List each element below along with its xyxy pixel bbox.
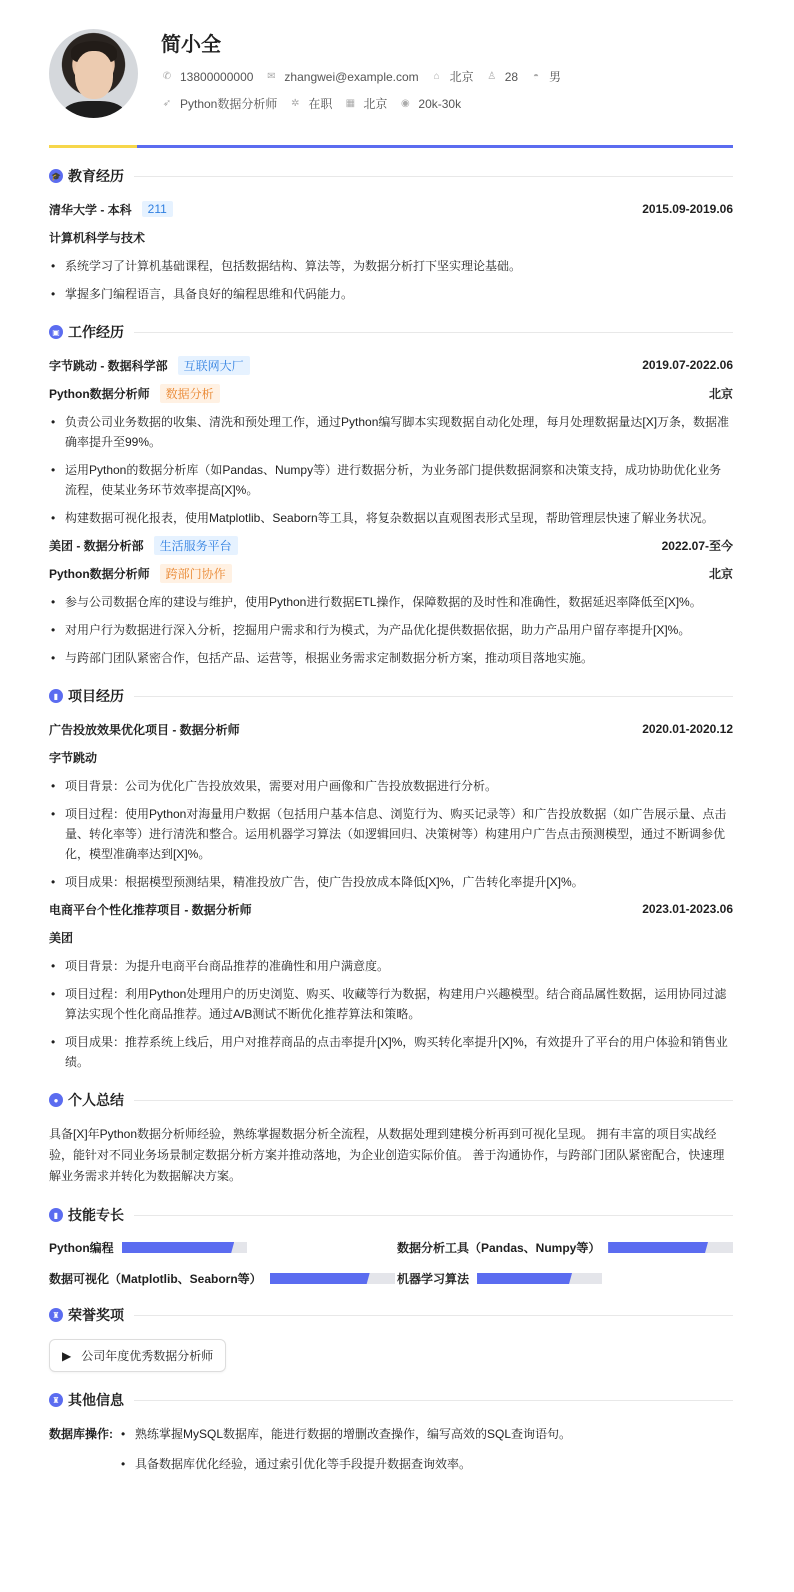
company-tag: 互联网大厂 <box>178 356 250 375</box>
phone-icon: ✆ <box>162 71 172 82</box>
list-item: • 项目过程：利用Python处理用户的历史浏览、购买、收藏等行为数据，构建用户兴趣模型。结合商品属性数据，运用协同过滤算法实现个性化商品推荐。通过A/B测试不断优化推荐算法和策略。 <box>49 984 733 1024</box>
major: 计算机科学与技术 <box>49 230 146 245</box>
section-summary <box>49 1090 733 1110</box>
company: 美团 - 数据分析部 <box>49 538 144 553</box>
target-city: 北京 <box>363 97 388 111</box>
work-company-row <box>49 536 733 554</box>
chart-icon: ▮ <box>49 1208 63 1222</box>
project-company: 美团 <box>49 930 74 945</box>
work-date: 2019.07-2022.06 <box>642 358 733 372</box>
gender-icon: ◓ <box>533 71 540 82</box>
award-label: 公司年度优秀数据分析师 <box>81 1349 214 1363</box>
candidate-name: 简小全 <box>161 34 221 56</box>
skill-item <box>49 1270 397 1287</box>
section-projects <box>49 686 733 706</box>
contact-row <box>161 68 561 85</box>
skill-bar <box>477 1273 602 1284</box>
section-title: 工作经历 <box>68 324 124 340</box>
resume-header <box>49 0 733 145</box>
section-title: 教育经历 <box>68 168 124 184</box>
work-company-row <box>49 356 733 374</box>
company: 字节跳动 - 数据科学部 <box>49 358 168 373</box>
role: Python数据分析师 <box>49 566 150 581</box>
skill-item <box>397 1270 733 1287</box>
project-bullets <box>49 776 733 892</box>
education-bullets <box>49 256 733 304</box>
list-item: • 项目成果：根据模型预测结果，精准投放广告，使广告投放成本降低[X]%，广告转化率提升[X]%。 <box>49 872 733 892</box>
phone: 13800000000 <box>180 69 254 84</box>
avatar <box>49 29 138 118</box>
skill-bar <box>122 1242 247 1253</box>
project-company-row <box>49 748 733 766</box>
section-skills <box>49 1205 733 1225</box>
list-item: • 参与公司数据仓库的建设与维护，使用Python进行数据ETL操作，保障数据的及时性和准确性，数据延迟率降低至[X]%。 <box>49 592 733 612</box>
skill-name: 机器学习算法 <box>397 1272 470 1286</box>
job-row <box>161 95 461 112</box>
role: Python数据分析师 <box>49 386 150 401</box>
list-item: • 具备数据库优化经验，通过索引优化等手段提升数据查询效率。 <box>119 1454 571 1474</box>
project-date: 2023.01-2023.06 <box>642 902 733 916</box>
salary-icon: ◉ <box>401 98 410 109</box>
role-tag: 跨部门协作 <box>160 564 232 583</box>
skill-name: Python编程 <box>49 1241 114 1255</box>
project-list <box>49 720 733 1072</box>
chart-icon: ▮ <box>49 689 63 703</box>
skills-grid <box>49 1239 733 1287</box>
project-name: 电商平台个性化推荐项目 - 数据分析师 <box>49 902 252 917</box>
skill-bar-fill <box>270 1273 370 1284</box>
skill-bar-fill <box>477 1273 572 1284</box>
major-row <box>49 228 733 246</box>
work-role-row <box>49 564 733 582</box>
home-icon: ⌂ <box>433 71 440 82</box>
job-status: 在职 <box>308 97 333 111</box>
gender: 男 <box>549 70 562 84</box>
section-work <box>49 322 733 342</box>
list-item: • 与跨部门团队紧密合作，包括产品、运营等，根据业务需求定制数据分析方案，推动项目落地实施。 <box>49 648 733 668</box>
section-title: 技能专长 <box>68 1207 124 1223</box>
work-city: 北京 <box>708 386 733 401</box>
list-item: • 系统学习了计算机基础课程，包括数据结构、算法等，为数据分析打下坚实理论基础。 <box>49 256 733 276</box>
skill-name: 数据分析工具（Pandas、Numpy等） <box>397 1241 601 1255</box>
skill-item <box>49 1239 397 1256</box>
section-education <box>49 166 733 186</box>
send-icon: ➶ <box>162 98 172 109</box>
list-item: • 项目成果：推荐系统上线后，用户对推荐商品的点击率提升[X]%，购买转化率提升[X]%，有效提升了平台的用户体验和销售业绩。 <box>49 1032 733 1072</box>
list-item: • 构建数据可视化报表，使用Matplotlib、Seaborn等工具，将复杂数据以直观图表形式呈现，帮助管理层快速了解业务状况。 <box>49 508 733 528</box>
summary-text: 具备[X]年Python数据分析师经验，熟练掌握数据分析全流程，从数据处理到建模分析再到可视化呈现。 拥有丰富的项目实战经验，能针对不同业务场景制定数据分析方案并推动落地，为企业创造实际价值。 善于沟通协作，与跨部门团队紧密配合，快速理解业务需求并转化为数据解决方案。 <box>49 1127 725 1183</box>
age: 28 <box>504 69 519 84</box>
project-company: 字节跳动 <box>49 750 98 765</box>
school-tag: 211 <box>142 201 173 217</box>
company-group <box>49 356 250 375</box>
other-info <box>49 1424 733 1490</box>
education-icon: 🎓 <box>49 169 63 183</box>
section-other <box>49 1390 733 1410</box>
skill-bar <box>270 1273 395 1284</box>
list-item: • 负责公司业务数据的收集、清洗和预处理工作，通过Python编写脚本实现数据自动化处理，每月处理数据量达[X]万条，数据准确率提升至99%。 <box>49 412 733 452</box>
role-tag: 数据分析 <box>160 384 220 403</box>
project-name: 广告投放效果优化项目 - 数据分析师 <box>49 722 240 737</box>
section-title: 项目经历 <box>68 688 124 704</box>
award-icon: ♜ <box>49 1308 63 1322</box>
work-role-row <box>49 384 733 402</box>
list-item: • 项目过程：使用Python对海量用户数据（包括用户基本信息、浏览行为、购买记录等）和广告投放数据（如广告展示量、点击量、转化率等）进行清洗和整合。运用机器学习算法（如逻辑回归、决策树等）构建用户广告点击预测模型，通过不断调参优化，模型准确率达到[X]%。 <box>49 804 733 864</box>
school: 清华大学 - 本科 <box>49 202 132 217</box>
briefcase-icon: ▣ <box>49 325 63 339</box>
company-group <box>49 536 238 555</box>
work-city: 北京 <box>708 566 733 581</box>
section-title: 个人总结 <box>68 1092 124 1108</box>
triangle-right-icon: ▶ <box>62 1348 72 1363</box>
skill-bar-fill <box>122 1242 235 1253</box>
status-icon: ✲ <box>291 98 300 109</box>
building-icon: ▦ <box>345 98 356 109</box>
project-bullets <box>49 956 733 1072</box>
project-row <box>49 900 733 918</box>
role-group <box>49 564 232 583</box>
section-awards <box>49 1305 733 1325</box>
project-row <box>49 720 733 738</box>
work-bullets <box>49 412 733 528</box>
work-list <box>49 356 733 668</box>
section-title: 荣誉奖项 <box>68 1307 124 1323</box>
section-title: 其他信息 <box>68 1392 124 1408</box>
header-divider <box>49 145 733 148</box>
other-label: 数据库操作: <box>49 1427 113 1441</box>
list-item: • 运用Python的数据分析库（如Pandas、Numpy等）进行数据分析，为业务部门提供数据洞察和决策支持，成功协助优化业务流程，使某业务环节效率提高[X]%。 <box>49 460 733 500</box>
award-item[interactable] <box>49 1339 226 1372</box>
company-tag: 生活服务平台 <box>154 536 238 555</box>
cake-icon: ♙ <box>487 71 497 82</box>
award-icon: ♜ <box>49 1393 63 1407</box>
list-item: • 掌握多门编程语言，具备良好的编程思维和代码能力。 <box>49 284 733 304</box>
list-item: • 对用户行为数据进行深入分析，挖掘用户需求和行为模式，为产品优化提供数据依据，助力产品用户留存率提升[X]%。 <box>49 620 733 640</box>
list-item: • 熟练掌握MySQL数据库，能进行数据的增删改查操作，编写高效的SQL查询语句。 <box>119 1424 571 1444</box>
city: 北京 <box>449 70 474 84</box>
education-row <box>49 200 733 218</box>
project-date: 2020.01-2020.12 <box>642 722 733 736</box>
mail-icon: ✉ <box>267 71 276 82</box>
user-icon: ● <box>49 1093 63 1107</box>
skill-item <box>397 1239 733 1256</box>
job-title: Python数据分析师 <box>180 97 278 111</box>
work-date: 2022.07-至今 <box>661 538 733 553</box>
email: zhangwei@example.com <box>284 69 419 84</box>
skill-bar-fill <box>608 1242 708 1253</box>
skill-bar <box>608 1242 733 1253</box>
list-item: • 项目背景：公司为优化广告投放效果，需要对用户画像和广告投放数据进行分析。 <box>49 776 733 796</box>
salary: 20k-30k <box>418 96 462 111</box>
skill-name: 数据可视化（Matplotlib、Seaborn等） <box>49 1272 262 1286</box>
role-group <box>49 384 220 403</box>
work-bullets <box>49 592 733 668</box>
project-company-row <box>49 928 733 946</box>
education-date: 2015.09-2019.06 <box>642 202 733 216</box>
list-item: • 项目背景：为提升电商平台商品推荐的准确性和用户满意度。 <box>49 956 733 976</box>
